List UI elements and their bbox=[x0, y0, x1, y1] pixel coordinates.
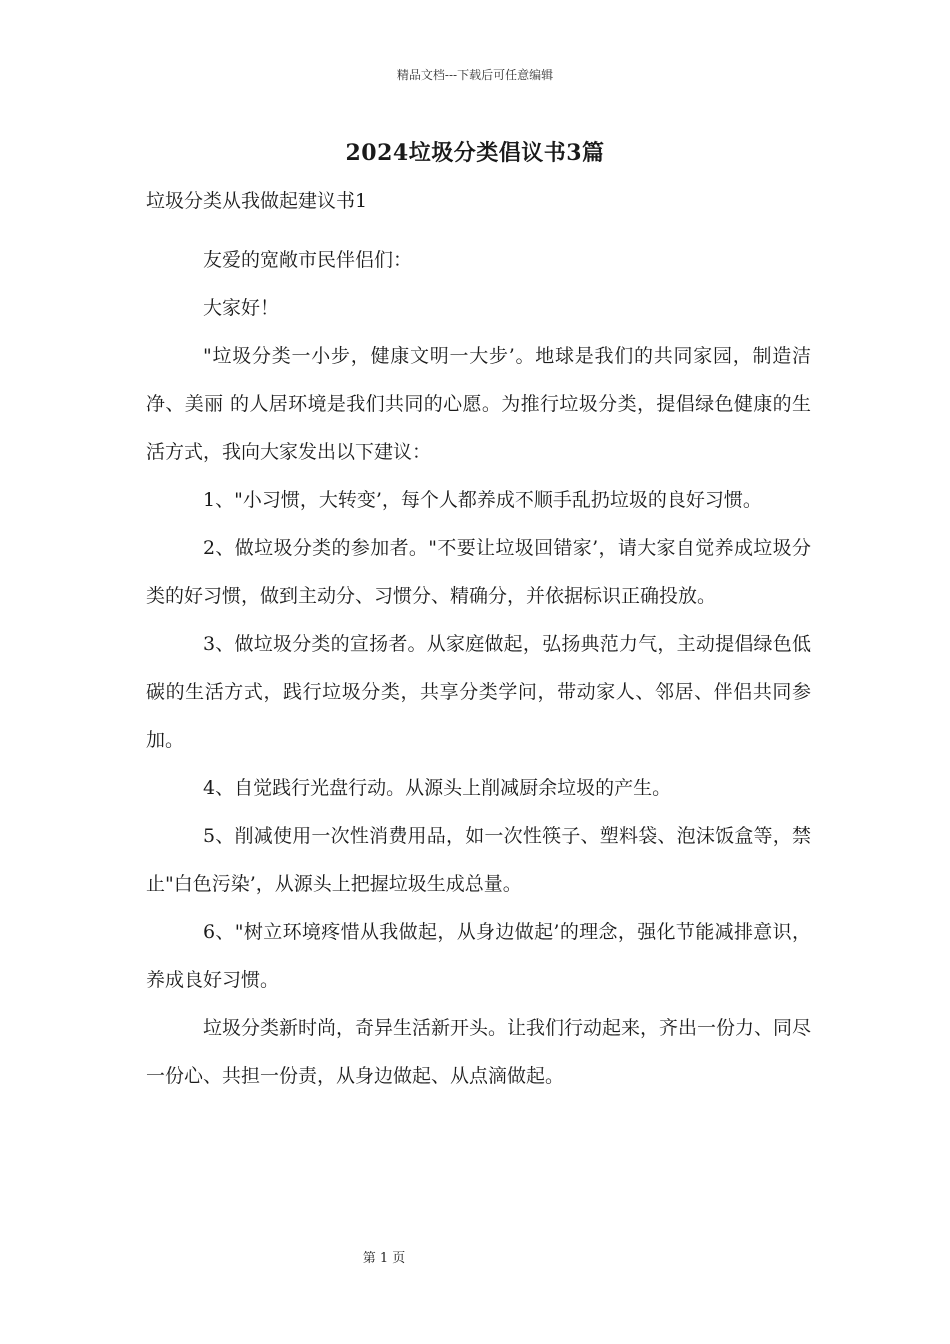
document-body bbox=[146, 236, 811, 1100]
paragraph-item-1: 1、"小习惯，大转变’，每个人都养成不顺手乱扔垃圾的良好习惯。 bbox=[203, 489, 762, 511]
paragraph-intro: "垃圾分类一小步，健康文明一大步’。地球是我们的共同家园，制造洁净、美丽 的人居环境是我们共同的心愿。为推行垃圾分类，提倡绿色健康的生活方式，我向大家发出以下建议： bbox=[146, 345, 811, 463]
salutation: 友爱的宽敞市民伴侣们： bbox=[203, 249, 413, 271]
greeting: 大家好！ bbox=[203, 297, 280, 319]
page-number: 第 1 页 bbox=[362, 1251, 406, 1266]
paragraph-item-2: 2、做垃圾分类的参加者。"不要让垃圾回错家’，请大家自觉养成垃圾分类的好习惯，做到主动分、习惯分、精确分，并依据标识正确投放。 bbox=[146, 537, 811, 607]
paragraph-item-6: 6、"树立环境疼惜从我做起，从身边做起’的理念，强化节能减排意识，养成良好习惯。 bbox=[146, 921, 811, 991]
paragraph-closing: 垃圾分类新时尚，奇异生活新开头。让我们行动起来，齐出一份力、同尽一份心、共担一份责，从身边做起、从点滴做起。 bbox=[146, 1017, 812, 1087]
paragraph-item-5: 5、削减使用一次性消费用品，如一次性筷子、塑料袋、泡沫饭盒等，禁止"白色污染’，从源头上把握垃圾生成总量。 bbox=[146, 825, 811, 895]
document-title: 2024垃圾分类倡议书3篇 bbox=[345, 140, 605, 166]
page-header: 精品文档---下载后可任意编辑 bbox=[396, 68, 554, 82]
paragraph-item-4: 4、自觉践行光盘行动。从源头上削减厨余垃圾的产生。 bbox=[203, 777, 672, 799]
document-subtitle: 垃圾分类从我做起建议书1 bbox=[146, 190, 368, 212]
paragraph-item-3: 3、做垃圾分类的宣扬者。从家庭做起，弘扬典范力气，主动提倡绿色低碳的生活方式，践行垃圾分类，共享分类学问，带动家人、邻居、伴侣共同参加。 bbox=[146, 633, 811, 751]
